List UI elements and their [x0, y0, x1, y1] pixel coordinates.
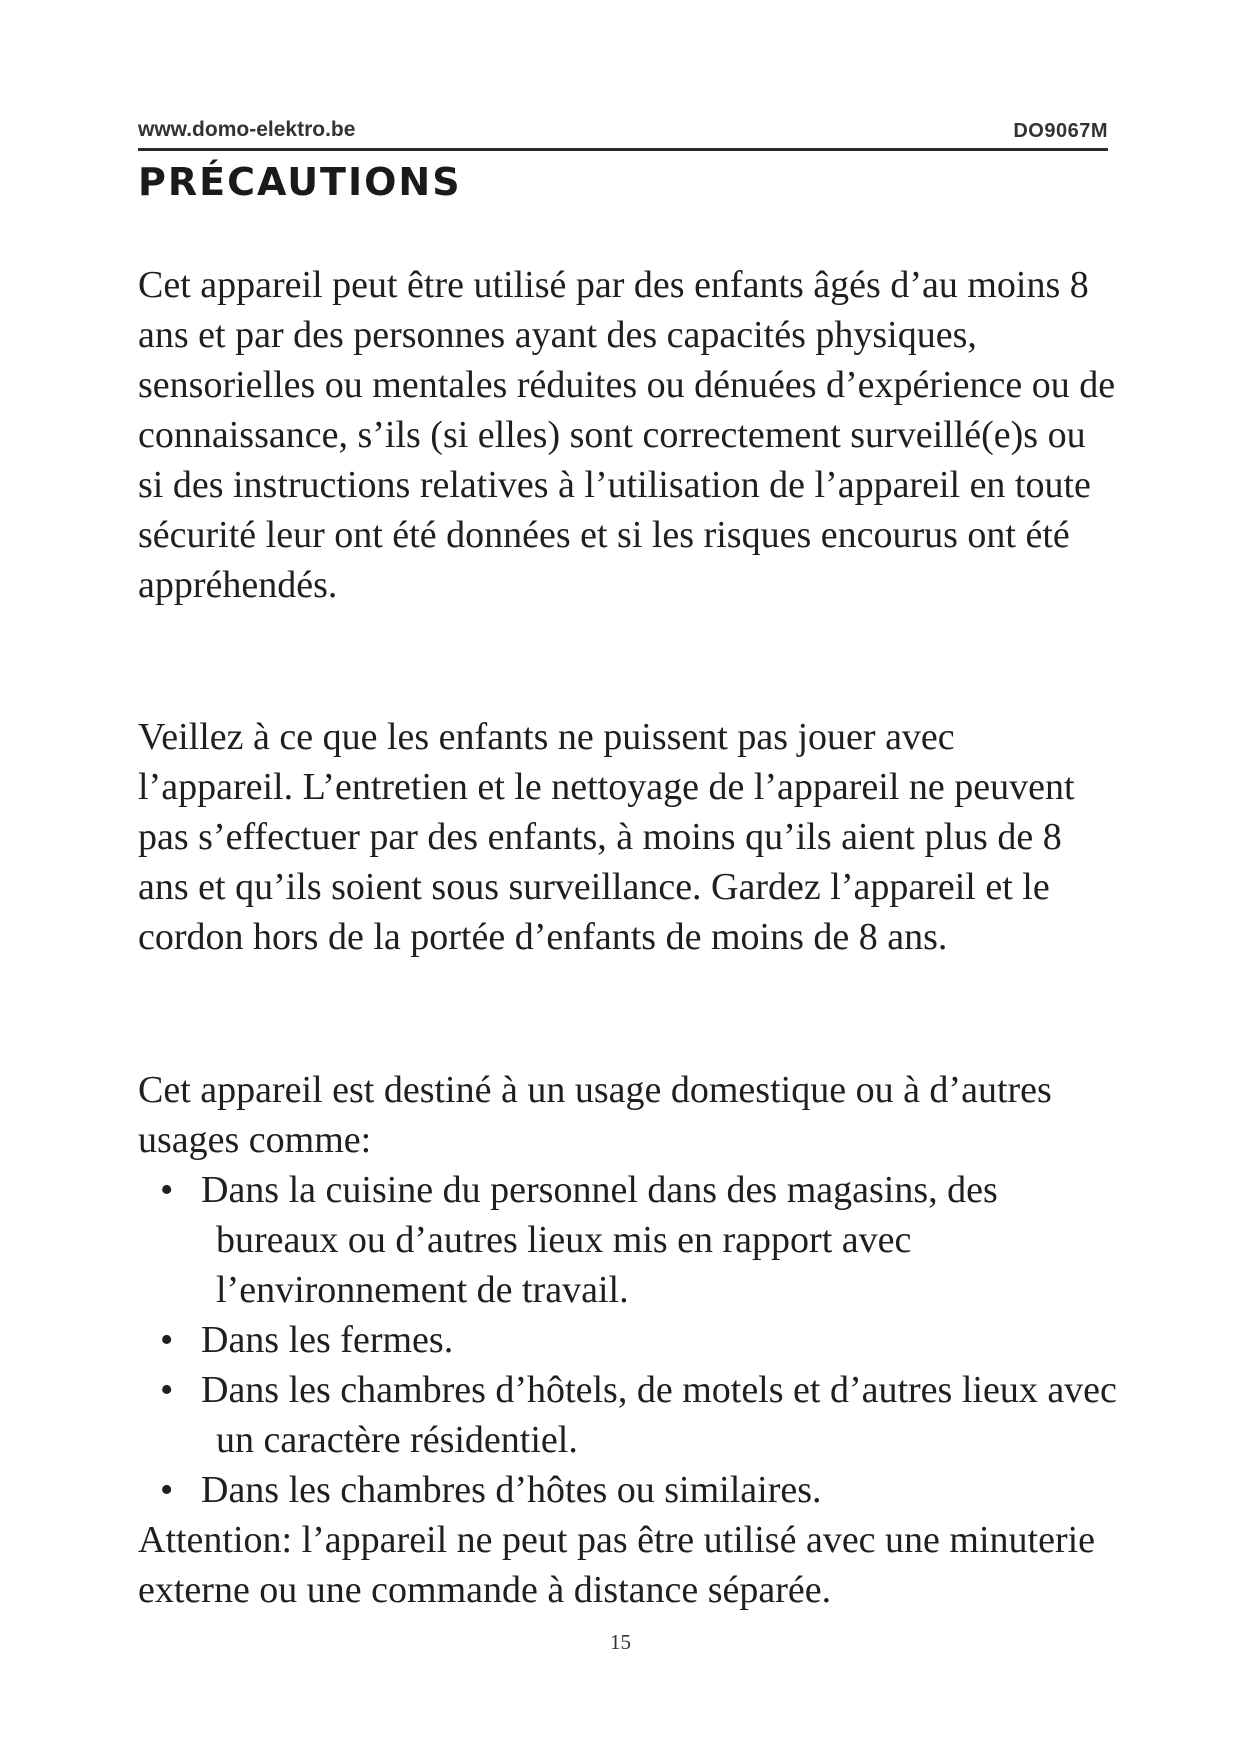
website-url: www.domo-elektro.be	[138, 118, 356, 141]
bullet-icon: •	[160, 1469, 174, 1511]
list-item-text: Dans les chambres d’hôtels, de motels et d’autres lieux avec un caractère résidentiel.	[201, 1369, 1117, 1461]
section-title: PRÉCAUTIONS	[138, 160, 462, 204]
page-number: 15	[610, 1630, 631, 1654]
bullet-icon: •	[160, 1169, 174, 1211]
list-item	[138, 1165, 1118, 1315]
bullet-icon: •	[160, 1319, 174, 1361]
page-header	[138, 118, 1108, 151]
list-item	[138, 1315, 1118, 1365]
usage-list	[138, 1165, 1118, 1515]
paragraph-children-supervision: Veillez à ce que les enfants ne puissent pas jouer avec l’appareil. L’entretien et le nettoyage de l’appareil ne peuvent pas s’effectuer par des enfants, à moins qu’ils aient plus de 8 ans et qu’ils soient sous surveillance. Gardez l’appareil et le cordon hors de la portée d’enfants de moins de 8 ans.	[138, 716, 1075, 958]
list-item-text: Dans les fermes.	[201, 1319, 454, 1361]
usage-section	[138, 1065, 1118, 1615]
model-number: DO9067M	[1013, 120, 1108, 142]
list-item-text: Dans la cuisine du personnel dans des magasins, des bureaux ou d’autres lieux mis en rapport avec l’environnement de travail.	[201, 1169, 998, 1311]
paragraph-children-usage: Cet appareil peut être utilisé par des enfants âgés d’au moins 8 ans et par des personnes ayant des capacités physiques, sensorielles ou mentales réduites ou dénuées d’expérience ou de connaissance, s’ils (si elles) sont correctement surveillé(e)s ou si des instructions relatives à l’utilisation de l’appareil en toute sécurité leur ont été données et si les risques encourus ont été appréhendés.	[138, 264, 1116, 606]
list-item-text: Dans les chambres d’hôtes ou similaires.	[201, 1469, 822, 1511]
attention-note: Attention: l’appareil ne peut pas être utilisé avec une minuterie externe ou une commande à distance séparée.	[138, 1519, 1096, 1611]
usage-intro: Cet appareil est destiné à un usage domestique ou à d’autres usages comme:	[138, 1069, 1052, 1161]
list-item	[138, 1465, 1118, 1515]
list-item	[138, 1365, 1118, 1465]
bullet-icon: •	[160, 1369, 174, 1411]
